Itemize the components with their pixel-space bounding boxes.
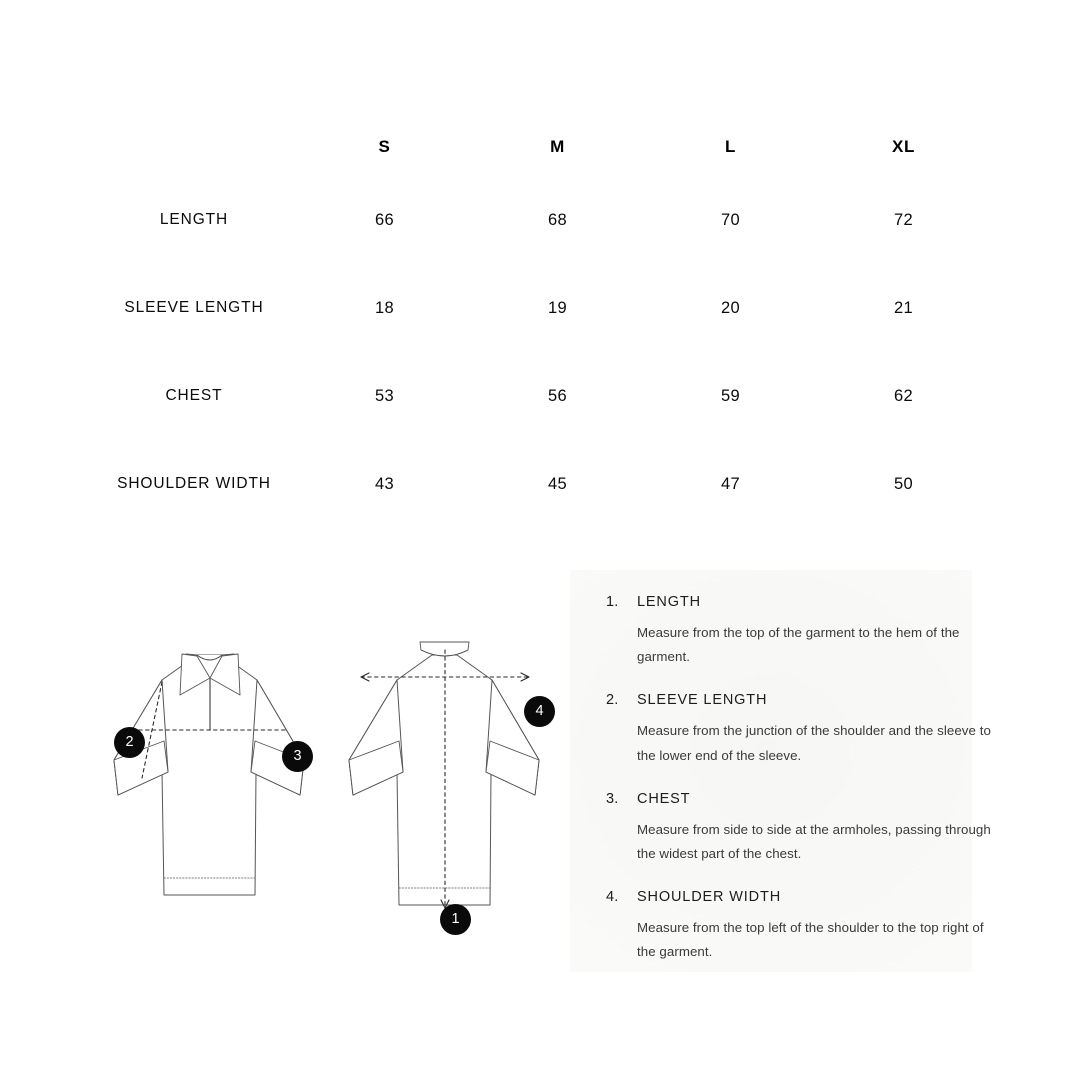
marker-badge-2: 2 bbox=[114, 727, 145, 758]
table-row bbox=[90, 176, 990, 264]
garment-diagram-svg bbox=[70, 620, 610, 1000]
cell-sleeve-length-s: 18 bbox=[375, 298, 394, 317]
guide-item-heading bbox=[606, 594, 1016, 610]
guide-item-heading bbox=[606, 889, 1016, 905]
guide-item-length bbox=[606, 594, 1016, 669]
cell-chest-l: 59 bbox=[721, 386, 740, 405]
cell-shoulder-width-m: 45 bbox=[548, 474, 567, 493]
guide-item-shoulder-width bbox=[606, 889, 1016, 964]
guide-description-sleeve-length: Measure from the junction of the shoulder and the sleeve to the lower end of the sleeve. bbox=[637, 723, 991, 763]
row-label-length: LENGTH bbox=[159, 210, 229, 228]
cell-length-m: 68 bbox=[548, 210, 567, 229]
row-label-sleeve-length: SLEEVE LENGTH bbox=[124, 298, 264, 316]
guide-number-3: 3. bbox=[606, 790, 619, 807]
marker-badge-1: 1 bbox=[440, 904, 471, 935]
row-label-chest: CHEST bbox=[165, 386, 223, 404]
table-row bbox=[90, 352, 990, 440]
garment-illustrations bbox=[70, 620, 610, 1000]
cell-sleeve-length-l: 20 bbox=[721, 298, 740, 317]
size-header-s: S bbox=[378, 137, 391, 156]
table-grid bbox=[90, 118, 990, 528]
guide-item-heading bbox=[606, 791, 1016, 807]
size-header-l: L bbox=[725, 137, 736, 156]
measurement-guide-panel bbox=[570, 570, 991, 972]
guide-description-shoulder-width: Measure from the top left of the shoulder to the top right of the garment. bbox=[637, 920, 984, 960]
cell-shoulder-width-s: 43 bbox=[375, 474, 394, 493]
guide-description-length: Measure from the top of the garment to the hem of the garment. bbox=[637, 625, 960, 665]
guide-title-shoulder-width: SHOULDER WIDTH bbox=[637, 889, 782, 906]
size-header-xl: XL bbox=[892, 137, 915, 156]
cell-shoulder-width-l: 47 bbox=[721, 474, 740, 493]
cell-length-l: 70 bbox=[721, 210, 740, 229]
guide-item-sleeve-length bbox=[606, 692, 1016, 767]
marker-badge-3: 3 bbox=[282, 741, 313, 772]
guide-title-chest: CHEST bbox=[637, 790, 691, 807]
table-row bbox=[90, 440, 990, 528]
guide-description-chest: Measure from side to side at the armholes, passing through the widest part of the chest. bbox=[637, 821, 991, 861]
cell-sleeve-length-m: 19 bbox=[548, 298, 567, 317]
cell-shoulder-width-xl: 50 bbox=[894, 474, 913, 493]
table-header-row bbox=[90, 118, 990, 176]
guide-number-4: 4. bbox=[606, 889, 619, 906]
cell-chest-m: 56 bbox=[548, 386, 567, 405]
cell-length-xl: 72 bbox=[894, 210, 913, 229]
measurement-guide-list bbox=[606, 594, 1016, 965]
row-label-shoulder-width: SHOULDER WIDTH bbox=[117, 474, 271, 492]
guide-item-heading bbox=[606, 692, 1016, 708]
guide-number-1: 1. bbox=[606, 594, 619, 610]
cell-chest-s: 53 bbox=[375, 386, 394, 405]
guide-number-2: 2. bbox=[606, 692, 619, 709]
polo-shirt-back-technical-drawing bbox=[349, 642, 539, 908]
guide-title-length: LENGTH bbox=[637, 594, 701, 610]
guide-item-chest bbox=[606, 791, 1016, 866]
polo-shirt-front-technical-drawing bbox=[114, 654, 304, 895]
cell-length-s: 66 bbox=[375, 210, 394, 229]
cell-sleeve-length-xl: 21 bbox=[894, 298, 913, 317]
guide-title-sleeve-length: SLEEVE LENGTH bbox=[637, 692, 768, 709]
size-header-m: M bbox=[550, 137, 565, 156]
table-row bbox=[90, 264, 990, 352]
cell-chest-xl: 62 bbox=[894, 386, 913, 405]
marker-badge-4: 4 bbox=[524, 696, 555, 727]
